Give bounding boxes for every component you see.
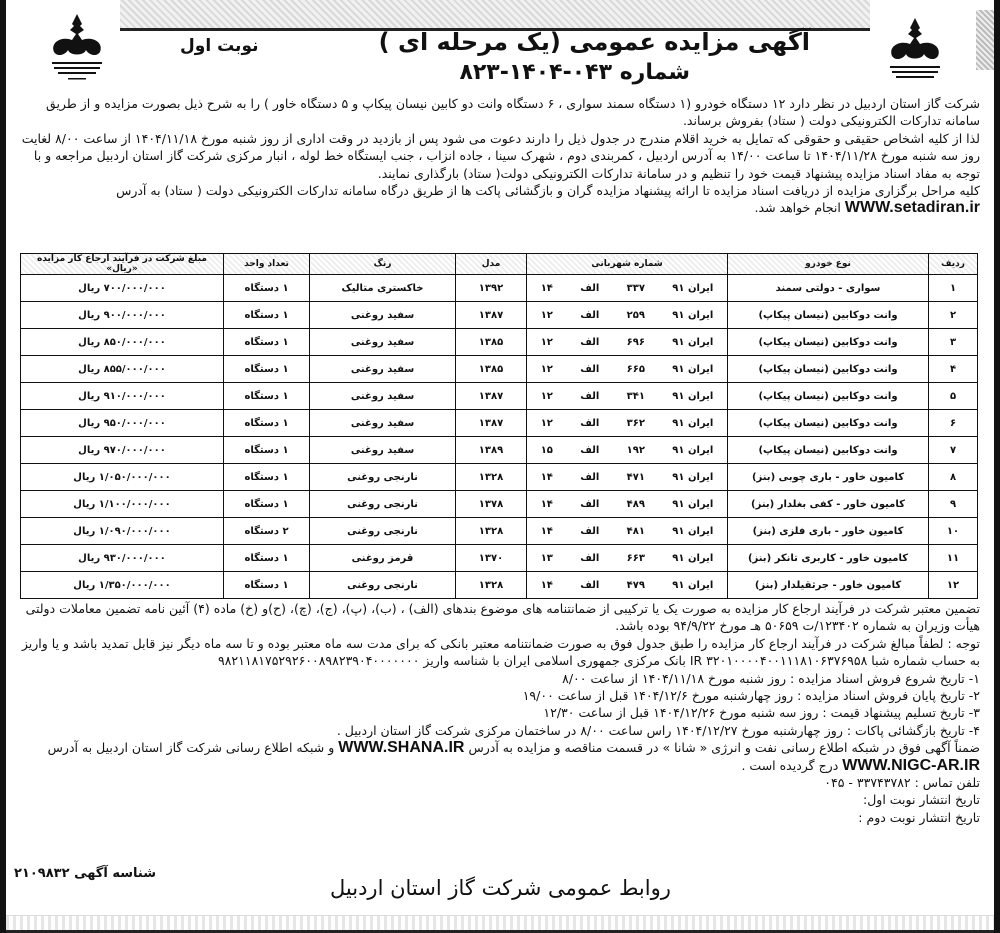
unit-count: ۱ دستگاه [224,545,310,572]
plate-part: ۱۳ [540,552,553,564]
terms-section [16,600,980,826]
plate-part: الف [580,498,600,510]
plate-parts [527,391,727,402]
plate-parts [527,526,727,537]
participation-amount: ۹۰۰/۰۰۰/۰۰۰ ریال [21,302,224,329]
plate-part: الف [580,282,600,294]
unit-count: ۱ دستگاه [224,491,310,518]
plate-part: ۶۶۳ [626,552,645,564]
vehicle-color: نارنجی روغنی [310,518,456,545]
vehicle-color: سفید روغنی [310,356,456,383]
plate-part: ۶۶۵ [626,363,645,375]
vehicle-color: نارنجی روغنی [310,572,456,599]
vehicle-type: وانت دوکابین (نیسان پیکاپ) [728,437,929,464]
plate-part: ۱۵ [540,444,553,456]
vehicle-type: وانت دوکابین (نیسان پیکاپ) [728,356,929,383]
plate-part: ۱۴ [540,498,553,510]
vehicle-type: کامیون خاور - باری فلزی (بنز) [728,518,929,545]
row-number: ۲ [929,302,978,329]
participation-amount: ۸۵۵/۰۰۰/۰۰۰ ریال [21,356,224,383]
intro-paragraph-3 [16,182,980,217]
vehicle-model: ۱۳۸۷ [456,302,527,329]
unit-count: ۱ دستگاه [224,275,310,302]
nigc-logo-right-icon [880,16,950,88]
publish-mid-text: و شبکه اطلاع رسانی شرکت گاز استان اردبیل به آدرس [47,740,335,756]
intro-paragraph-2: لذا از کلیه اشخاص حقیقی و حقوقی که تمایل به خرید اقلام مندرج در جدول ذیل را دارند دعوت می شود پس از بازدید در وقت اداری از روز شنبه مورخ ۱۴۰۴/۱۱/۱۸ از ساعت ۸/۰۰ لغایت روز سه شنبه مورخ ۱۴۰۴/۱۱/۲۸ تا ساعت ۱۴/۰۰ به آدرس اردبیل ، کمربندی دوم ، شهرک سینا ، جاده انزاب ، جنب ایستگاه خط لوله ، انبار مرکزی شرکت گاز استان اردبیل مراجعه و با توجه به مفاد اسناد مزایده پیشنهاد قیمت خود را تنظیم و در سامانة تدارکات الکترونیکی دولت( ستاد) بارگذاری نمایند. [21,130,980,181]
plate-number [527,518,728,545]
plate-parts [527,283,727,294]
plate-part: ایران ۹۱ [672,579,714,591]
plate-parts [527,418,727,429]
publish-info [16,739,980,756]
plate-part: ایران ۹۱ [672,417,714,429]
plate-part: ۱۴ [540,525,553,537]
vehicle-color: سفید روغنی [310,302,456,329]
vehicle-model: ۱۳۸۷ [456,410,527,437]
vehicle-color: نارنجی روغنی [310,491,456,518]
plate-number [527,410,728,437]
header-amount: مبلغ شرکت در فرآیند ارجاع کار مزایده «ریال» [21,254,224,275]
plate-part: ۱۴ [540,471,553,483]
vehicle-color: خاکستری متالیک [310,275,456,302]
plate-part: ۳۶۲ [626,417,645,429]
table-row [21,572,978,599]
plate-part: ایران ۹۱ [672,363,714,375]
nigc-link[interactable]: WWW.NIGC-AR.IR [842,756,980,774]
participation-amount: ۹۱۰/۰۰۰/۰۰۰ ریال [21,383,224,410]
publish-info-2 [16,757,980,774]
row-number: ۶ [929,410,978,437]
plate-part: الف [580,417,600,429]
schedule-item-4: ۴- تاریخ بازگشائی پاکات : روز چهارشنبه مورخ ۱۴۰۴/۱۲/۲۷ راس ساعت ۸/۰۰ در ساختمان مرکزی شرکت گاز استان اردبیل . [336,722,980,738]
row-number: ۸ [929,464,978,491]
plate-parts [527,472,727,483]
row-number: ۱۲ [929,572,978,599]
nigc-logo-left-icon [42,12,112,84]
plate-part: ۱۲ [540,417,553,429]
plate-part: ۶۹۶ [626,336,645,348]
row-number: ۱۱ [929,545,978,572]
row-number: ۴ [929,356,978,383]
vehicle-model: ۱۳۸۵ [456,329,527,356]
vehicle-color: قرمز روغنی [310,545,456,572]
unit-count: ۱ دستگاه [224,410,310,437]
vehicle-color: سفید روغنی [310,383,456,410]
plate-number [527,464,728,491]
plate-part: ۱۲ [540,336,553,348]
plate-part: ۱۴ [540,579,553,591]
vehicle-model: ۱۳۲۸ [456,518,527,545]
notice-title: آگهی مزایده عمومی (یک مرحله ای ) [378,28,810,56]
plate-part: ۱۴ [540,282,553,294]
footer-band [6,915,994,933]
table-row [21,518,978,545]
vehicle-color: نارنجی روغنی [310,464,456,491]
table-row [21,275,978,302]
plate-part: ایران ۹۱ [672,282,714,294]
unit-count: ۱ دستگاه [224,383,310,410]
plate-part: ۱۲ [540,309,553,321]
vehicle-model: ۱۳۷۰ [456,545,527,572]
vehicles-table [20,253,978,599]
vehicle-model: ۱۳۲۸ [456,572,527,599]
plate-number [527,545,728,572]
unit-count: ۱ دستگاه [224,329,310,356]
setad-link[interactable]: WWW.setadiran.ir [844,199,980,217]
publish-date-2: تاریخ انتشار نوبت دوم : [858,809,980,825]
table-row [21,491,978,518]
unit-count: ۲ دستگاه [224,518,310,545]
participation-amount: ۹۳۰/۰۰۰/۰۰۰ ریال [21,545,224,572]
ad-id: شناسه آگهی ۲۱۰۹۸۳۲ [14,866,156,881]
publish-text: ضمناً آگهی فوق در شبکه اطلاع رسانی نفت و انرژی « شانا » در قسمت مناقصه و مزایده به آدرس [468,740,980,756]
plate-part: الف [580,336,600,348]
plate-number [527,329,728,356]
unit-count: ۱ دستگاه [224,572,310,599]
header-count: تعداد واحد [224,254,310,275]
plate-parts [527,499,727,510]
plate-part: ایران ۹۱ [672,336,714,348]
plate-part: ۲۵۹ [626,309,645,321]
plate-part: ۱۹۲ [626,444,645,456]
plate-part: الف [580,363,600,375]
plate-part: ایران ۹۱ [672,525,714,537]
plate-parts [527,364,727,375]
vehicle-type: وانت دوکابین (نیسان پیکاپ) [728,302,929,329]
table-row [21,383,978,410]
vehicle-model: ۱۳۹۲ [456,275,527,302]
vehicle-type: کامیون خاور - کفی بغلدار (بنز) [728,491,929,518]
intro-paragraph-1: شرکت گاز استان اردبیل در نظر دارد ۱۲ دستگاه خودرو (۱ دستگاه سمند سواری ، ۶ دستگاه وانت دو کابین نیسان پیکاپ و ۵ دستگاه خاور ) را به شرح ذیل بصورت مزایده و از طریق سامانه تدارکات الکترونیکی دولت ( ستاد) بفروش برساند. [46,96,980,129]
plate-number [527,356,728,383]
plate-part: الف [580,444,600,456]
table-header-row [21,254,978,275]
header-type: نوع خودرو [728,254,929,275]
plate-part: ۴۷۹ [626,579,645,591]
plate-parts [527,580,727,591]
vehicle-type: وانت دوکابین (نیسان پیکاپ) [728,383,929,410]
vehicle-color: سفید روغنی [310,437,456,464]
table-row [21,410,978,437]
vehicle-model: ۱۳۲۸ [456,464,527,491]
plate-parts [527,337,727,348]
plate-number [527,302,728,329]
plate-number [527,383,728,410]
vehicle-model: ۱۳۸۵ [456,356,527,383]
guarantee-text: تضمین معتبر شرکت در فرآیند ارجاع کار مزایده به صورت یک یا ترکیبی از ضمانتنامه های موضوع بندهای (الف) ، (ب)، (پ)، (ج)، (چ)، (ح)و (خ) ماده (۴) آئین نامه تضمین معاملات دولتی هیأت وزیران به شماره ۱۲۳۴۰۲/ت ۵۰۶۵۹ هـ مورخ ۹۴/۹/۲۲ بوده باشد. [25,601,980,634]
vehicle-type: وانت دوکابین (نیسان پیکاپ) [728,329,929,356]
table-row [21,437,978,464]
table-row [21,545,978,572]
plate-part: ۳۳۷ [626,282,645,294]
participation-amount: ۹۷۰/۰۰۰/۰۰۰ ریال [21,437,224,464]
plate-part: ایران ۹۱ [672,390,714,402]
vehicle-model: ۱۳۸۷ [456,383,527,410]
participation-amount: ۷۰۰/۰۰۰/۰۰۰ ریال [21,275,224,302]
plate-part: الف [580,525,600,537]
row-number: ۳ [929,329,978,356]
table-row [21,464,978,491]
schedule-item-3: ۳- تاریخ تسلیم پیشنهاد قیمت : روز سه شنبه مورخ ۱۴۰۴/۱۲/۲۶ قبل از ساعت ۱۲/۳۰ [543,705,980,721]
vehicle-type: کامیون خاور - جرثقیلدار (بنز) [728,572,929,599]
schedule-item-2: ۲- تاریخ پایان فروش اسناد مزایده : روز چهارشنبه مورخ ۱۴۰۴/۱۲/۶ قبل از ساعت ۱۹/۰۰ [522,688,980,704]
signature: روابط عمومی شرکت گاز استان اردبیل [330,876,671,900]
row-number: ۵ [929,383,978,410]
plate-part: ۳۴۱ [626,390,645,402]
publish-end-text: درج گردیده است . [741,757,839,773]
intro-paragraph-3-text: کلیه مراحل برگزاری مزایده از دریافت اسناد مزایده تا ارائه پیشنهاد مزایده گران و بازگشائی پاکت ها از طریق درگاه سامانه تدارکات الکترونیکی دولت ( ستاد) به آدرس [116,183,980,199]
plate-part: ایران ۹۱ [672,498,714,510]
vehicle-type: کامیون خاور - کاربری تانکر (بنز) [728,545,929,572]
plate-part: ایران ۹۱ [672,444,714,456]
vehicle-color: سفید روغنی [310,410,456,437]
plate-number [527,491,728,518]
plate-part: ۴۸۹ [626,498,645,510]
vehicle-model: ۱۳۷۸ [456,491,527,518]
plate-part: الف [580,579,600,591]
table-row [21,329,978,356]
plate-parts [527,310,727,321]
plate-number [527,572,728,599]
header-plate: شماره شهربانی [527,254,728,275]
row-number: ۹ [929,491,978,518]
participation-amount: ۱/۱۰۰/۰۰۰/۰۰۰ ریال [21,491,224,518]
plate-parts [527,445,727,456]
header-model: مدل [456,254,527,275]
vehicle-type: وانت دوکابین (نیسان پیکاپ) [728,410,929,437]
plate-part: ایران ۹۱ [672,309,714,321]
header-row-num: ردیف [929,254,978,275]
unit-count: ۱ دستگاه [224,464,310,491]
participation-amount: ۱/۳۵۰/۰۰۰/۰۰۰ ریال [21,572,224,599]
notice-number: شماره ۰۴۳-۱۴۰۴-۸۲۳ [459,60,690,85]
participation-amount: ۸۵۰/۰۰۰/۰۰۰ ریال [21,329,224,356]
vehicle-type: کامیون خاور - باری چوبی (بنز) [728,464,929,491]
plate-part: الف [580,309,600,321]
plate-part: ۴۸۱ [626,525,645,537]
table-row [21,356,978,383]
schedule-item-1: ۱- تاریخ شروع فروش اسناد مزایده : روز شنبه مورخ ۱۴۰۴/۱۱/۱۸ از ساعت ۸/۰۰ [562,670,980,686]
plate-part: ۱۲ [540,363,553,375]
participation-amount: ۹۵۰/۰۰۰/۰۰۰ ریال [21,410,224,437]
publish-round: نوبت اول [180,36,259,56]
contact-phone: تلفن تماس : ۳۳۷۴۳۷۸۲ - ۰۴۵ [824,775,980,791]
plate-part: الف [580,471,600,483]
unit-count: ۱ دستگاه [224,302,310,329]
header-color: رنگ [310,254,456,275]
plate-part: ۴۷۱ [626,471,645,483]
shana-link[interactable]: WWW.SHANA.IR [338,739,465,757]
vehicle-type: سواری - دولتی سمند [728,275,929,302]
plate-number [527,437,728,464]
payment-note: توجه : لطفاً مبالغ شرکت در فرآیند ارجاع کار مزایده را طبق جدول فوق به صورت ضمانتنامه معتبر بانکی که برای مدت سه ماه معتبر بوده و تا سه ماه دیگر نیز قابل تمدید باشد و یا واریز به حساب شماره شبا IR ۳۲۰۱۰۰۰۰۴۰۰۱۱۱۸۱۰۶۳۷۶۹۵۸ بانک مرکزی جمهوری اسلامی ایران با شناسه واریز ۹۸۲۱۱۸۱۷۵۲۹۲۶۰۰۸۹۸۲۳۹۰۴۰۰۰۰۰۰۰ [21,635,980,669]
header-band [120,0,870,31]
row-number: ۱ [929,275,978,302]
participation-amount: ۱/۰۹۰/۰۰۰/۰۰۰ ریال [21,518,224,545]
row-number: ۷ [929,437,978,464]
intro-paragraph-3-end: انجام خواهد شد. [754,200,841,216]
vehicle-color: سفید روغنی [310,329,456,356]
unit-count: ۱ دستگاه [224,437,310,464]
plate-part: ایران ۹۱ [672,471,714,483]
publish-date-1: تاریخ انتشار نوبت اول: [862,792,980,808]
plate-part: ایران ۹۱ [672,552,714,564]
plate-part: الف [580,390,600,402]
unit-count: ۱ دستگاه [224,356,310,383]
plate-part: الف [580,552,600,564]
vehicle-model: ۱۳۸۹ [456,437,527,464]
plate-parts [527,553,727,564]
table-row [21,302,978,329]
row-number: ۱۰ [929,518,978,545]
edge-band [976,10,994,70]
participation-amount: ۱/۰۵۰/۰۰۰/۰۰۰ ریال [21,464,224,491]
plate-number [527,275,728,302]
plate-part: ۱۲ [540,390,553,402]
intro-section [16,95,980,217]
